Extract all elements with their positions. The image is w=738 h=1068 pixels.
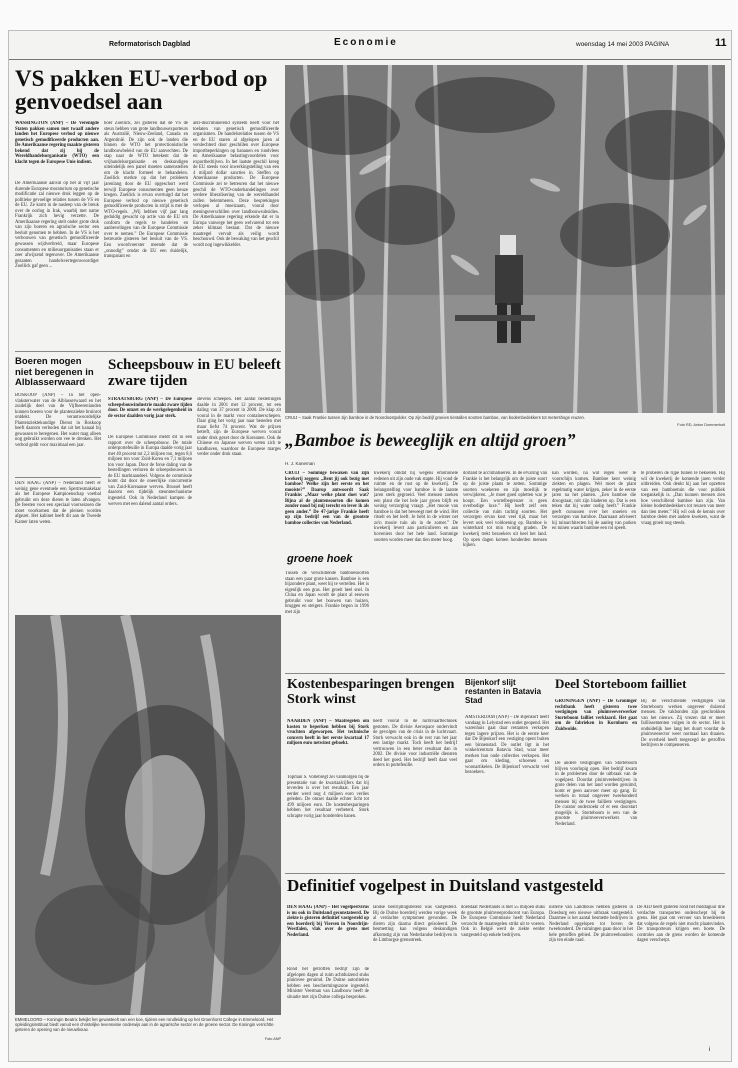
article-column: De andere vestigingen van Storteboom blijven voorlopig open. Het bedrijf kwam in de problemen door de uitbraak van de vogelpest. Doordat pluimveebedrijven in grote delen van het land worden geruimd, komt er geen aanvoer meer op gang. Er werken in totaal ongeveer tweehonderd mensen bij de twee failliete vestigingen. De curator onderzoekt of er een doorstart mogelijk is. Storteboom is een van de grootste pluimveeverwerkers van Nederland.	[555, 761, 637, 828]
article-column: De Amerikaanse aanval op het al vijf jaar durende Europese moratorium op genetische modificatie zal nieuwe druk leggen op de politieke gevoelige relaties tussen de VS en de EU. Ze komt in de nasleep van de breuk over de oorlog in Irak, waarbij met name Frankrijk zich hevig verzette. De Amerikaanse regering stelt onder grote druk van zijn boeren en agrarische sector een besluit genomen te hebben. In de VS is het verbouwen van genetisch gemodificeerde gewassen wijdverbreid, maar Europese consumenten en milieuorganisaties staan er zeer afwijzend tegenover. De Amerikaanse gezanten handelsvertegenwoordiger Zoellick gaf geen ...	[15, 181, 99, 270]
article-lead: WASHINGTON (ANP) – De Verenigde Staten pakken samen met twaalf andere landen het Europese verbod op nieuwe genetisch gemodificeerde producten aan. De Amerikaanse regering maakte gisteren bekend dat zij bij de Wereldhandelsorganisatie (WTO) een klacht tegen de Europese Unie indient.	[15, 121, 99, 165]
column-rule	[15, 477, 101, 478]
dateline: woensdag 14 mei 2003 PAGINA	[576, 41, 670, 48]
headline-scheepsbouw: Scheepsbouw in EU beleeft zware tijden	[108, 357, 281, 390]
article-column: doelstaat Nederlands is met 55 miljoen stuks de grootste pluimveeproducent van Europa. De Europese Commissie heeft Nederland verzocht de maatregelen strikt uit te voeren. Ook in België werd de ziekte eerder vastgesteld op enkele bedrijven.	[461, 905, 545, 938]
photo-bamboo-grower	[285, 65, 725, 413]
column-rule	[15, 351, 281, 352]
article-column: anti-discriminerend systeem heeft voor het toelaten van genetisch gemodificeerde organismen. De handelsrelaties tussen de VS en de EU staren al afgelopen jaren al verslechterd door geschillen over Europese importbeperkingen op bananen en rundvlees en Amerikaanse belastingvoordelen voor exportbedrijven. In het laatste geschil kreeg de EU steeds voor inwerkingstelling van een 4 miljard dollar sancties in. Steffen op Amerikaanse producten. De Europese Commissie zei te betreuren dat het nieuwe geschil de WTO-onderhandelingen over verdere liberalisering van de wereldhandel zullen belemmeren. Deze besprekingen verlopen al moeizaam, vooral door meningsverschillen over landbouwsubsidies. De Amerikaanse regering erkende dat er in Europa vanwege het geen welvarend tot een zeker klimaat bestaat. Dat de nieuwe maatregel vervalt als veilig wordt beschouwd. Ook de bewaking van het geschil wordt nog ingewikkelder.	[193, 121, 279, 249]
article-column: heeft vooral in de luchtvaarttechniek gestoten. De divisie Aerospace ondervindt de gevolgen van de crisis in de luchtvaart. Stork verwacht ook in de rest van het jaar een lastige markt. Toch heeft het bedrijf vertrouwen in een beter resultaat dan in 2002. De divisie voor industriële diensten deed het goed. Het bedrijf heeft daar veel orders in portefeuille.	[373, 719, 457, 769]
bamboo-photo-illustration	[285, 65, 725, 413]
headline-vs-eu-verbod: VS pakken EU-verbod op genvoedsel aan	[15, 66, 268, 115]
article-lead: NAARDEN (ANP) – Maatregelen om kosten te beperken hebben bij Stork vruchten afgeworpen. Het technische concern heeft in het eerste kwartaal 17 miljoen euro netwinst geboekt.	[287, 719, 369, 747]
photo-caption: EMMELOORD – Koningin Beatrix bekijkt het gewasteelt van een koe, tijdens een rondleiding op het Groenhorst College in Emmeloord. Het opleidingsinstituut biedt vanuit een christelijke levensvisie onderwijs aan in de agrarische sector en de groene sector. De Koningin verrichtte gisteren de opening van de nieuwbouw.	[15, 1017, 274, 1032]
article-lead: GRONINGEN (ANP) – De Groninger rechtbank heeft gisteren twee vestigingen van pluimveeverwerker Storteboom failliet verklaard. Het gaat om de fabrieken in Kornhorn en Zuidwolde.	[555, 699, 637, 732]
article-lead: CRUIJ – Sommige bewaken van zijn kwekerij zeggen: „Bent jij ook bezig met bamboe? Welke zijn het eerste en het mooiste?” Daarop antwoordt Saak Frankie: „Maar welke plant doet wat? Bijna al de plantensoorten die komen zonder nood bij mij terecht en lever ik als geen ander.” De 47-jarige Frankie heeft op zijn bedrijf een van de grootste bamboe collecties van Nederland.	[285, 471, 369, 526]
column-rule	[285, 673, 725, 674]
photo-credit: Foto ANP	[264, 1037, 281, 1041]
article-column: landse bestrijdingsbeleid was vastgesteld. Bij de Duitse boerderij werden vorige week al verdachte symptomen gevonden. De dieren zijn daarna direct geïsoleerd. De besmetting kan volgens deskundigen afkomstig zijn van Nederlandse bedrijven in de Limburgse grensstreek.	[373, 905, 457, 944]
page-header	[9, 31, 731, 59]
article-column: Tussen de verschillende bamboesoorten staan een paar grote kassen. Bamboe is een bijzondere plant, weet hij te vertellen. Het is eigenlijk een gras. Het groeit heel snel. In China en Japan wordt de plant al eeuwen gebruikt voor het bouwen van huizen, bruggen en steigers. Frankie begon in 1996 met zijn	[285, 571, 369, 615]
publication-name: Reformatorisch Dagblad	[109, 41, 191, 48]
byline: H. J. Kaneman	[285, 461, 315, 466]
article-text: BOSKOOP (ANP) – In het open-vlaksterwater van de Alblasserwaard en het zuidelijk deel van de Vijfheerenlanden kunnen boeren voor de plantenziekte bruinrot ontdekt. De verantwoordelijke Plantenziektekundige Dienst in Boskoop heeft daarom verboden dat uit het kanaal bij gewassen te beregenen. Het water mag alleen nog gebruikt worden om vee te drenken. Het verbod geldt voor maximaal een jaar.	[15, 393, 101, 448]
cow-photo-illustration	[15, 615, 281, 1015]
groene-hoek-logo: groene hoek	[287, 553, 353, 565]
article-column: nisterie van Landbouw hebben gisteren in Doesburg een nieuwe uitbraak vastgesteld. Daarmee is het aantal besmette bedrijven in Nederland opgelopen tot boven de tweehonderd. De ruimingen gaan door in het hele getroffen gebied. De pluimveehouders zijn ten einde raad.	[549, 905, 633, 944]
article-column: Bij de verschillende vestigingen van Storteboom werken ongeveer duizend mensen. De vakbonden zijn geschrokken van het nieuws. Zij vrezen dat er meer faillissementen volgen in de sector. Het is onduidelijk hoe lang het duurt voordat de pluimveesector weer normaal kan draaien. De overheid heeft toegezegd de getroffen bedrijven te compenseren.	[641, 699, 725, 749]
article-text: DEN HAAG (ANP) – Nederland heeft er weinig gene eventuele een Spertresmakelaar als het Europese Kampioenschap voetbal gebruikt om deze dieren te laten afvangen. De feesten voor een speciaal voorseizoen die moet voorkomen dat de pleinen worden afgezet. Het kabinet heeft dit aan de Tweede Kamer laten weten.	[15, 481, 101, 525]
article-column: dorland te acclimatiseren. In de ervaring van Frankie is het belangrijk om de juiste soort op de juiste plaats te zetten. Sommige soorten woekeren en zijn moeilijk te verwijderen. „Je moet goed opletten wat je koopt. Een wortelbegrenzer is geen overbodige luxe.” Hij heeft zelf een collectie van ruim tachtig soorten. Het verzorgen ervan kost veel tijd, maar het levert ook veel voldoening op. Bamboe is winterhard tot min twintig graden. De kwekerij trekt bezoekers uit heel het land. Op open dagen komen honderden mensen kijken.	[463, 471, 547, 549]
article-text: AMSTERDAM (ANP) – De Bijenkorf heeft vandaag in Lelystad een outlet geopend. Het warenhuis gaat daar restanten verkopen tegen lagere prijzen. Het is de eerste keer dat De Bijenkorf een vestiging opent buiten een binnenstad. De outlet ligt in het winkelcentrum Batavia Stad, waar meer merken hun oude collecties verkopen. Het gaat om kleding, schoenen en woonartikelen. De Bijenkorf verwacht veel bezoekers.	[465, 715, 549, 776]
footer-mark: i	[709, 1047, 711, 1053]
photo-cow-queen	[15, 615, 281, 1015]
article-column: kan worden, na wat regen weer te voorschijn komen. Bamboe kent weinig ziekten en plagen. Wel moet de plant regelmatig water krijgen, zeker in de eerste jaren na het planten. „Een bamboe die droogstaat, rolt zijn bladeren op. Dat is een teken dat hij water nodig heeft.” Frankie geeft cursussen over het snoeien en verzorgen van bamboe. Daarnaast adviseert hij tuinarchitecten bij de aanleg van parken en tuinen waarin bamboe een rol speelt.	[552, 471, 636, 532]
article-column: Topman S. Vollebregt zei vanmorgen bij de presentatie van de kwartaalcijfers dat hij tevreden is over het resultaat. Een jaar eerder werd nog 4 miljoen euro verlies geleden. De omzet daalde echter licht tot 499 miljoen euro. De kostenbesparingen hebben het resultaat verbeterd. Stork schrapte vorig jaar honderden banen.	[287, 775, 369, 819]
article-lead: DEN HAAG (ANP) – Het vogelpestvirus is nu ook in Duitsland geconstateerd. De ziekte is gisteren definitief vastgesteld op een boerderij bij Viersen in Noordrijn-Westfalen, vlak over de grens met Nederland.	[287, 905, 369, 938]
headline-bamboe: „Bamboe is beweeglijk en altijd groen”	[285, 430, 576, 450]
headline-storteboom: Deel Storteboom failliet	[555, 676, 687, 691]
headline-stork: Kostenbesparingen brengen Stork winst	[287, 677, 455, 708]
page-number: 11	[715, 37, 727, 49]
photo-caption: CRUIJ – Saak Frankie tussen zijn bamboe in de Noordoostpolder. Op zijn bedrijf groeien tientallen soorten bamboe, van bodembedekkers tot metershoge reuzen.	[285, 415, 586, 420]
article-column: De AID heeft gisteren rond het middaguur drie verdachte transporten onderschept bij de grens. Het gaat om vervoer van broedeieren dat volgens de regels niet mocht plaatsvinden. De transporteurs krijgen een boete. De controles aan de grens worden de komende dagen verscherpt.	[637, 905, 725, 944]
photo-credit: Foto RD, Anton Dommerholt	[677, 423, 725, 427]
headline-bijenkorf: Bijenkorf slijt restanten in Batavia Stad	[465, 678, 542, 705]
article-lead: STRAATSBURG (ANP) – De Europese scheepsbouwindustrie maakt zware tijden door. De omzet en de werkgelegenheid in de sector daalden vorig jaar sterk.	[108, 397, 192, 419]
article-column: De Europese Commissie meldt dit in een rapport over de scheepsbouw. De totale orderportefeuille in Europa daalde vorig jaar met 40 procent tot 2,2 miljoen ton, tegen 8,6 miljoen ton voor Zuid-Korea en 7,1 miljoen ton voor Japan. Door de forse daling van de bestellingen verloren de scheepsbouwers in de EU marktaandeel. Volgens de commissie komt dat door de oneerlijke concurrentie van Zuid-Koreaanse werven. Brussel heeft daarom een tijdelijk steunmechanisme ingesteld. Ook in Nederland kampen de werven met een dalend aantal orders.	[108, 435, 192, 507]
column-rule	[285, 873, 725, 874]
article-column: stevens scheepen. Het aantal bestellingen daalde in 2001 met 12 procent, tot een daling van 37 procent in 2000. De klap zit vooral in de markt voor containerschepen. Daar ging het vorig jaar naar beneden met maar liefst 74 procent. Wat de prijzen betreft, zijn de Europese werven vooral onder druk gezet door de Koreanen. Ook de Chinese en Japanse werven weten zich te handhaven, waardoor de Europese marges verder onder druk staan.	[197, 397, 281, 458]
article-column: Rond het getroffen bedrijf zijn de afgelopen dagen al ruim achtduizend stuks pluimvee geruimd. De Duitse autoriteiten hebben een beschermingszone ingesteld. Minister Veerman van Landbouw heeft de situatie met zijn Duitse collega besproken.	[287, 967, 369, 1000]
article-column: kwekerij omdat hij wegens emotionele redenen uit zijn oude vak stapte. Hij vond de ruimte en de rust op de kwekerij. De belangstelling voor bamboe is de laatste jaren sterk gegroeid. Veel mensen zoeken een plant die het hele jaar groen blijft en weinig verzorging vraagt. „Het mooie van bamboe is dat het beweegt met de wind. Het ritselt en het leeft. Je hebt in de winter net zo'n mooie tuin als in de zomer.” De kwekerij levert aan particulieren en aan hoveniers door het hele land. Sommige soorten worden meer dan tien meter hoog.	[374, 471, 458, 543]
article-column: te proberen de rijpe tuinen te bekoelen. Hij wil de kwekerij de komende jaren verder uitbreiden. Ook denkt hij aan het opzetten van een bamboetuin die voor publiek toegankelijk is. „Dan kunnen mensen zien hoe verschillend bamboe kan zijn. Van kleine bodembedekkers tot reuzen van meer dan tien meter.” Hij wil ook de kennis over bamboe delen met andere kwekers, want de vraag groeit nog steeds.	[641, 471, 725, 526]
section-title: Economie	[334, 37, 398, 48]
headline-vogelpest: Definitief vogelpest in Duitsland vastgesteld	[287, 876, 604, 895]
newspaper-page	[8, 30, 732, 1062]
header-rule	[9, 59, 731, 60]
headline-boeren-beregenen: Boeren mogen niet beregenen in Alblasserwaard	[15, 356, 94, 389]
article-column: boer Zoellick, zei gisteren dat de VS de steun hebben van grote landbouwexporteurs als Australië, Nieuw-Zeeland, Canada en Argentinië. De zijn ook de landen die binnen de WTO het protectionistische landbouwbeleid van de EU aanvechten. De stap naar de WTO betekent dat de vrijhandelsorganisatie en deskundigen uiteindelijk een panel moeten samenstellen om de klacht formeel te behandelen. Zoellick merkte op dat het probleem jarenlang door de EU opgeschort werd terwijl Europese consumenten geen keuze kregen. Zoellick is ervan overtuigd dat het Europese verbod op nieuwe genetisch gemodificeerde producten in strijd is met de WTO-regels. „Wij hebben vijf jaar lang geduldig gewacht op actie van de EU om conform de regels te handelen en aanbevelingen van de Europese Commissie over te nemen.” De Europese Commissie betreurde gisteren het besluit van de VS. Een woordvoerster meende dat de „onnodig” omdat de EU een duidelijk, transparant en	[104, 121, 188, 260]
